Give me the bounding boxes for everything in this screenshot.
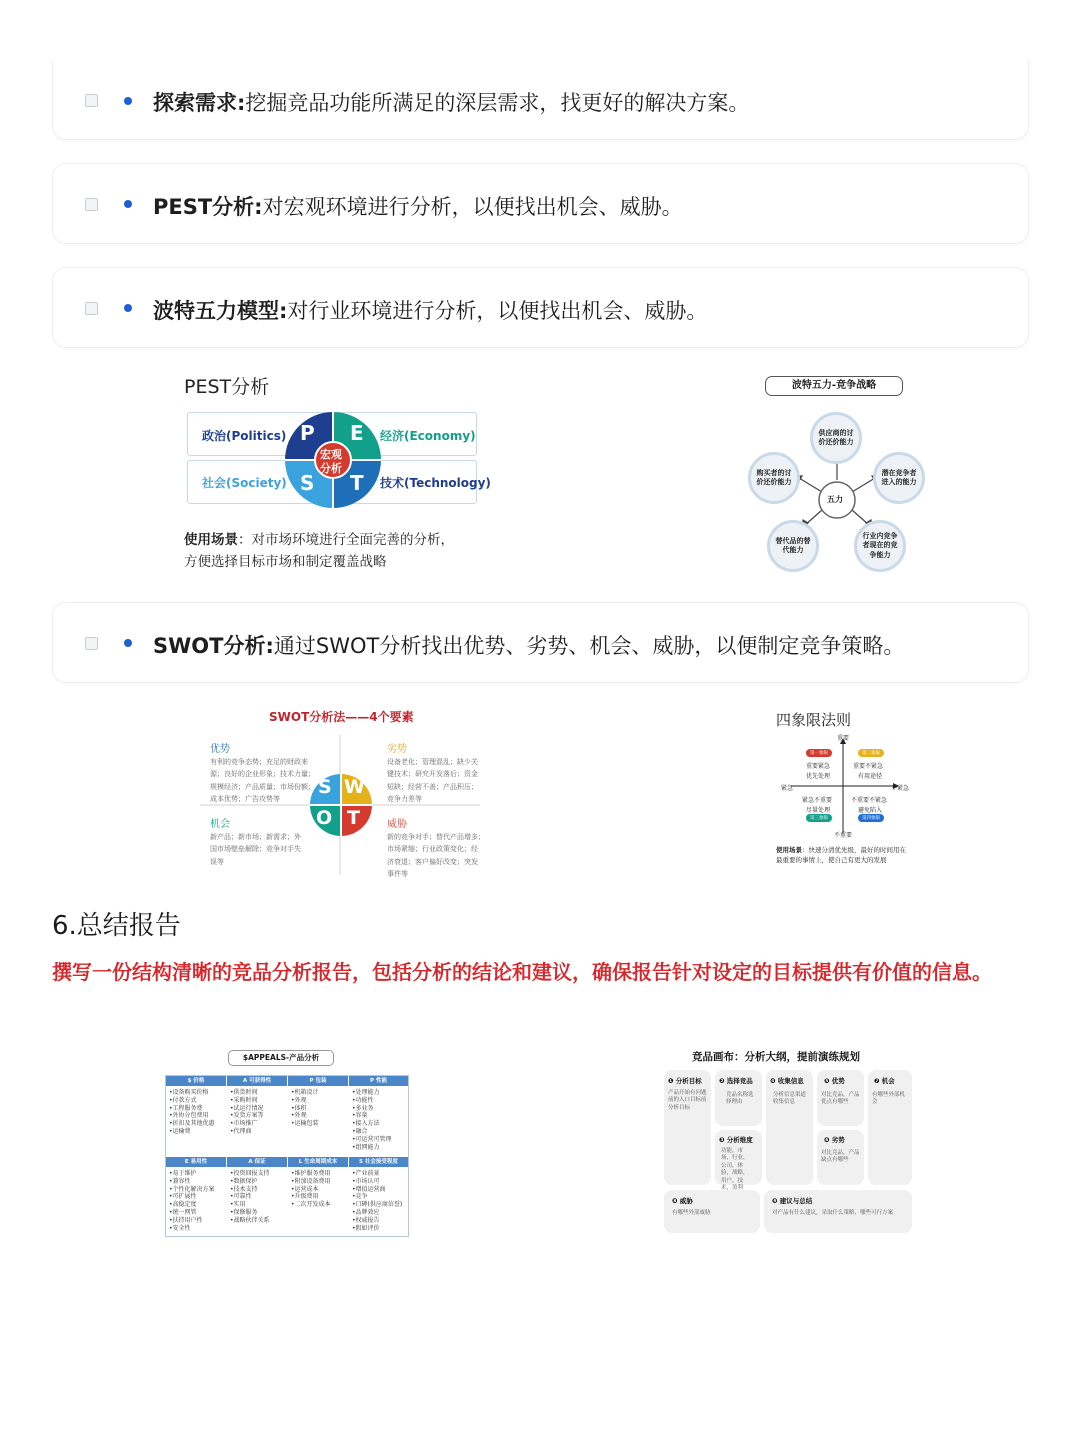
swot-letter-w: W [344, 776, 365, 798]
swot-title: SWOT分析法——4个要素 [269, 710, 414, 724]
canvas-head-text: 机会 [881, 1077, 895, 1085]
canvas-head: ❸ 分析维度 [719, 1136, 753, 1144]
swot-line: 短缺；经营不善；产品积压； [387, 782, 478, 791]
bullet-desc: 对行业环境进行分析，以便找出机会、威胁。 [287, 299, 708, 323]
quadrant-usage-text: ：快速分清优先级，最好的时间用在 [802, 846, 906, 854]
appeals-item: •功能性 [352, 1096, 374, 1104]
swot-line: 设备老化；管理混乱；缺少关 [387, 758, 478, 766]
quadrant-q3-tag: 第三象限 [806, 814, 832, 822]
canvas-head: ❽ 威胁 [672, 1197, 693, 1205]
canvas-head-text: 分析目标 [675, 1077, 702, 1085]
quadrant-title: 四象限法则 [776, 711, 852, 729]
checkbox[interactable] [85, 302, 98, 315]
swot-opportunity-label: 机会 [210, 819, 230, 830]
appeals-head-ease: E 易用性 [166, 1157, 226, 1167]
quadrant-q1: 重要紧急 [806, 763, 831, 770]
swot-line: 国市场壁垒解除；竞争对手失 [210, 845, 301, 854]
canvas-head: ❾ 建议与总结 [772, 1197, 813, 1205]
quadrant-right: 不紧急 [891, 785, 910, 792]
bullet-title: 探索需求: [153, 91, 246, 115]
appeals-item: •运输包装 [291, 1120, 319, 1128]
bullet-text [153, 295, 707, 325]
canvas-body: 有哪些外部机会 [872, 1092, 906, 1106]
appeals-item: •容量 [352, 1112, 368, 1120]
swot-line: 市场紧缩；行业政策变化；经 [387, 845, 478, 854]
appeals-item: •升级费用 [291, 1193, 319, 1201]
canvas-head-text: 威胁 [679, 1197, 693, 1205]
appeals-head-performance: P 性能 [349, 1076, 408, 1086]
pest-letter-e: E [350, 421, 364, 445]
pest-technology-label: 技术(Technology) [380, 476, 491, 490]
swot-line: 规模经济；产品质量；市场份额； [210, 782, 315, 791]
porter-center: 五力 [827, 495, 843, 504]
appeals-col-packaging [291, 1089, 319, 1128]
appeals-item: •供货时间 [230, 1089, 258, 1096]
pest-center-line2: 分析 [320, 462, 342, 475]
canvas-body: 对比竞品，产品缺点有哪些 [821, 1150, 860, 1164]
appeals-item: •统一网管 [169, 1208, 197, 1216]
quadrant-q1-sub: 优先处理 [806, 773, 831, 780]
swot-letter-s: S [318, 776, 332, 798]
pest-center-line1: 宏观 [320, 448, 342, 461]
canvas-title: 竞品画布：分析大纲，提前演练规划 [692, 1051, 860, 1063]
quadrant-top: 重要 [837, 735, 850, 742]
canvas-body: 对比竞品，产品优点有哪些 [821, 1092, 860, 1106]
swot-letter-t: T [347, 807, 360, 829]
pest-economy-label: 经济(Economy) [380, 429, 476, 443]
canvas-body: 功能，市场，行业，公司，体验，战略，用户，技术，盈利 [721, 1148, 749, 1192]
appeals-item: •多业务 [352, 1104, 374, 1112]
swot-line: 误等 [210, 857, 224, 866]
pest-usage-text2: 方便选择目标市场和制定覆盖战略 [184, 554, 387, 571]
bullet-title: PEST分析: [153, 195, 263, 219]
canvas-head-text: 分析维度 [726, 1136, 753, 1144]
bullet-card-swot [52, 602, 1029, 683]
appeals-head-assurance: A 保证 [227, 1157, 287, 1167]
appeals-item: •投资回报支持 [230, 1170, 270, 1177]
appeals-item: •付款方式 [169, 1096, 197, 1104]
swot-line: 键技术；研究开发落后；资金 [387, 770, 478, 779]
appeals-item: •外观 [291, 1096, 307, 1104]
quadrant-q3-sub: 尽量处理 [806, 807, 831, 814]
bullet-dot [124, 639, 132, 647]
appeals-item: •设备购买价格 [169, 1089, 209, 1096]
canvas-body: 有哪些外部威胁 [672, 1210, 711, 1216]
bullet-dot [124, 97, 132, 105]
appeals-item: •假如评价 [352, 1224, 380, 1232]
appeals-item: •运输费 [169, 1127, 191, 1135]
canvas-head: ❹ 收集信息 [770, 1077, 804, 1085]
appeals-item: •代理商 [230, 1127, 252, 1135]
appeals-head-social: S 社会接受程度 [349, 1157, 408, 1167]
swot-line: 济衰退；客户偏好改变；突发 [387, 857, 478, 866]
appeals-head-availability: A 可获得性 [227, 1076, 287, 1086]
appeals-col-ease [169, 1170, 215, 1232]
appeals-col-price [169, 1089, 215, 1136]
appeals-item: •竞争 [352, 1193, 368, 1201]
quadrant-q3: 紧急不重要 [802, 797, 833, 804]
canvas-cell-goal [664, 1070, 711, 1185]
bullet-dot [124, 200, 132, 208]
appeals-item: •市场推广 [230, 1120, 258, 1128]
quadrant-left: 紧急 [781, 785, 794, 792]
appeals-item: •采购时间 [230, 1096, 258, 1104]
appeals-item: •品牌效应 [352, 1208, 380, 1216]
appeals-item: •可扩展性 [169, 1193, 197, 1201]
quadrant-q4-tag: 第四象限 [858, 814, 884, 822]
canvas-head-text: 优势 [831, 1077, 845, 1085]
appeals-item: •高稳定度 [169, 1201, 197, 1209]
pest-politics-label: 政治(Politics) [202, 429, 287, 443]
appeals-head-price: $ 价格 [166, 1076, 226, 1086]
appeals-item: •维护服务费用 [291, 1170, 331, 1177]
appeals-col-availability [230, 1089, 264, 1136]
pest-letter-s: S [300, 471, 315, 495]
appeals-item: •融合 [352, 1127, 368, 1135]
appeals-col-assurance [230, 1170, 270, 1225]
appeals-col-performance [352, 1089, 392, 1151]
appeals-item: •附加设备费用 [291, 1177, 331, 1185]
porter-node-supplier: 供应商的讨价还价能力 [810, 412, 862, 464]
appeals-item: •机箱设计 [291, 1089, 319, 1096]
appeals-item: •战略伙伴关系 [230, 1216, 270, 1224]
swot-line: 竞争力差等 [387, 794, 422, 803]
appeals-item: •技术支持 [230, 1185, 258, 1193]
appeals-item: •安全性 [169, 1224, 191, 1232]
appeals-item: •组网能力 [352, 1143, 380, 1151]
appeals-item: •工程服务费 [169, 1104, 203, 1112]
appeals-item: •数据保护 [230, 1177, 258, 1185]
appeals-item: •口碑(供应商信誉) [352, 1201, 403, 1209]
swot-threat-label: 威胁 [387, 819, 407, 830]
bullet-text [153, 630, 904, 660]
canvas-body: 对产品有什么建议，采取什么策略，哪些可行方案 [772, 1210, 894, 1216]
bullet-dot [124, 304, 132, 312]
porter-node-substitutes: 替代品的替代能力 [767, 520, 819, 572]
pest-society-label: 社会(Society) [202, 476, 287, 490]
appeals-item: •体积 [291, 1104, 307, 1112]
quadrant-axes [783, 738, 903, 838]
appeals-item: •易于维护 [169, 1170, 197, 1177]
canvas-cell-collect [766, 1070, 813, 1185]
appeals-col-lifecycle [291, 1170, 331, 1209]
canvas-body: 竞品名称选择理由 [726, 1092, 754, 1106]
quadrant-usage-text2: 最重要的事情上，使自己有更大的发展 [776, 856, 887, 865]
bullet-card-porter [52, 267, 1029, 348]
quadrant-q2-sub: 有用途径 [858, 773, 883, 780]
quadrant-bottom: 不重要 [834, 832, 853, 839]
porter-title: 波特五力-竞争战略 [765, 376, 903, 396]
appeals-item: •试运行情况 [230, 1104, 264, 1112]
appeals-col-social [352, 1170, 402, 1232]
canvas-cell-opportunity [868, 1070, 912, 1185]
appeals-item: •处理能力 [352, 1089, 380, 1096]
appeals-head-lifecycle: L 生命周期成本 [288, 1157, 348, 1167]
pest-letter-p: P [300, 421, 315, 445]
quadrant-q4-sub: 避免陷入 [858, 807, 883, 814]
bullet-title: SWOT分析: [153, 634, 274, 658]
pest-usage-text: ：对市场环境进行全面完善的分析， [238, 532, 454, 548]
appeals-item: •产业前景 [352, 1170, 380, 1177]
pest-usage [184, 529, 454, 574]
pest-letter-t: T [350, 471, 364, 495]
appeals-title: $APPEALS-产品分析 [228, 1050, 334, 1066]
canvas-head-text: 选择竞品 [726, 1077, 753, 1085]
quadrant-q1-tag: 第一象限 [806, 749, 832, 757]
canvas-head: ❼ 机会 [874, 1077, 895, 1085]
checkbox[interactable] [85, 94, 98, 107]
canvas-head-text: 收集信息 [777, 1077, 804, 1085]
swot-line: 新的竞争对手；替代产品增多； [387, 833, 485, 841]
quadrant-q2: 重要不紧急 [853, 763, 884, 770]
quadrant-q2-tag: 第二象限 [858, 749, 884, 757]
bullet-text [153, 87, 749, 117]
appeals-item: •接入方法 [352, 1120, 380, 1128]
appeals-item: •保修服务 [230, 1208, 258, 1216]
bullet-title: 波特五力模型: [153, 299, 288, 323]
appeals-item: •权威报告 [352, 1216, 380, 1224]
appeals-item: •运营成本 [291, 1185, 319, 1193]
appeals-item: •外观 [291, 1112, 307, 1120]
swot-letter-o: O [316, 807, 333, 829]
appeals-head-packaging: P 包装 [288, 1076, 348, 1086]
appeals-item: •兼容性 [169, 1177, 191, 1185]
porter-node-buyers: 购买者的讨价还价能力 [748, 452, 800, 504]
porter-node-entrants: 潜在竞争者进入的能力 [873, 452, 925, 504]
section-highlight: 撰写一份结构清晰的竞品分析报告，包括分析的结论和建议，确保报告针对设定的目标提供有价值的信息。 [52, 960, 992, 984]
bullet-card-pest [52, 163, 1029, 244]
pest-usage-label: 使用场景 [184, 532, 238, 548]
canvas-head: ❺ 优势 [824, 1077, 845, 1085]
bullet-card-explore [52, 60, 1029, 140]
porter-node-rivalry: 行业内竞争者现在的竞争能力 [854, 520, 906, 572]
swot-weakness-label: 劣势 [387, 744, 407, 755]
swot-strength-label: 优势 [210, 744, 230, 755]
appeals-item: •增值运营商 [352, 1185, 386, 1193]
canvas-head-text: 劣势 [831, 1136, 845, 1144]
bullet-desc: 挖掘竞品功能所满足的深层需求，找更好的解决方案。 [245, 91, 750, 115]
swot-line: 源；良好的企业形象；技术力量； [210, 770, 315, 779]
appeals-item: •折扣及其他优惠 [169, 1120, 215, 1128]
pest-title: PEST分析 [184, 376, 270, 398]
canvas-body: 产品开始有问题前的入口目标前分析目标 [668, 1090, 707, 1111]
appeals-item: •可靠性 [230, 1193, 252, 1201]
swot-line: 新产品；新市场；新需求；外 [210, 833, 301, 841]
appeals-item: •实用 [230, 1201, 246, 1209]
appeals-item: •二次开发成本 [291, 1201, 331, 1209]
bullet-text [153, 191, 683, 221]
appeals-item: •外协分包费用 [169, 1112, 209, 1120]
checkbox[interactable] [85, 637, 98, 650]
bullet-desc: 通过SWOT分析找出优势、劣势、机会、威胁，以便制定竞争策略。 [273, 634, 905, 658]
appeals-item: •可运营可管理 [352, 1135, 392, 1143]
appeals-item: •个性化解决方案 [169, 1185, 215, 1193]
canvas-body: 分析信息渠道收集信息 [773, 1092, 807, 1106]
checkbox[interactable] [85, 198, 98, 211]
quadrant-usage-label: 使用场景 [776, 846, 802, 854]
canvas-head: ❶ 分析目标 [668, 1077, 702, 1085]
swot-line: 成本优势；广告攻势等 [210, 794, 280, 803]
swot-line: 事件等 [387, 869, 408, 878]
appeals-item: •市场认可 [352, 1177, 380, 1185]
quadrant-usage [776, 845, 906, 866]
canvas-head: ❻ 劣势 [824, 1136, 845, 1144]
section-title: 6.总结报告 [52, 911, 181, 941]
quadrant-q4: 不重要不紧急 [851, 797, 888, 804]
canvas-head-text: 建议与总结 [779, 1197, 813, 1205]
appeals-item: •扶持用户性 [169, 1216, 203, 1224]
swot-line: 有利的竞争态势；充足的财政来 [210, 758, 308, 766]
bullet-desc: 对宏观环境进行分析，以便找出机会、威胁。 [262, 195, 683, 219]
canvas-head: ❷ 选择竞品 [719, 1077, 753, 1085]
appeals-item: •发货方案等 [230, 1112, 264, 1120]
